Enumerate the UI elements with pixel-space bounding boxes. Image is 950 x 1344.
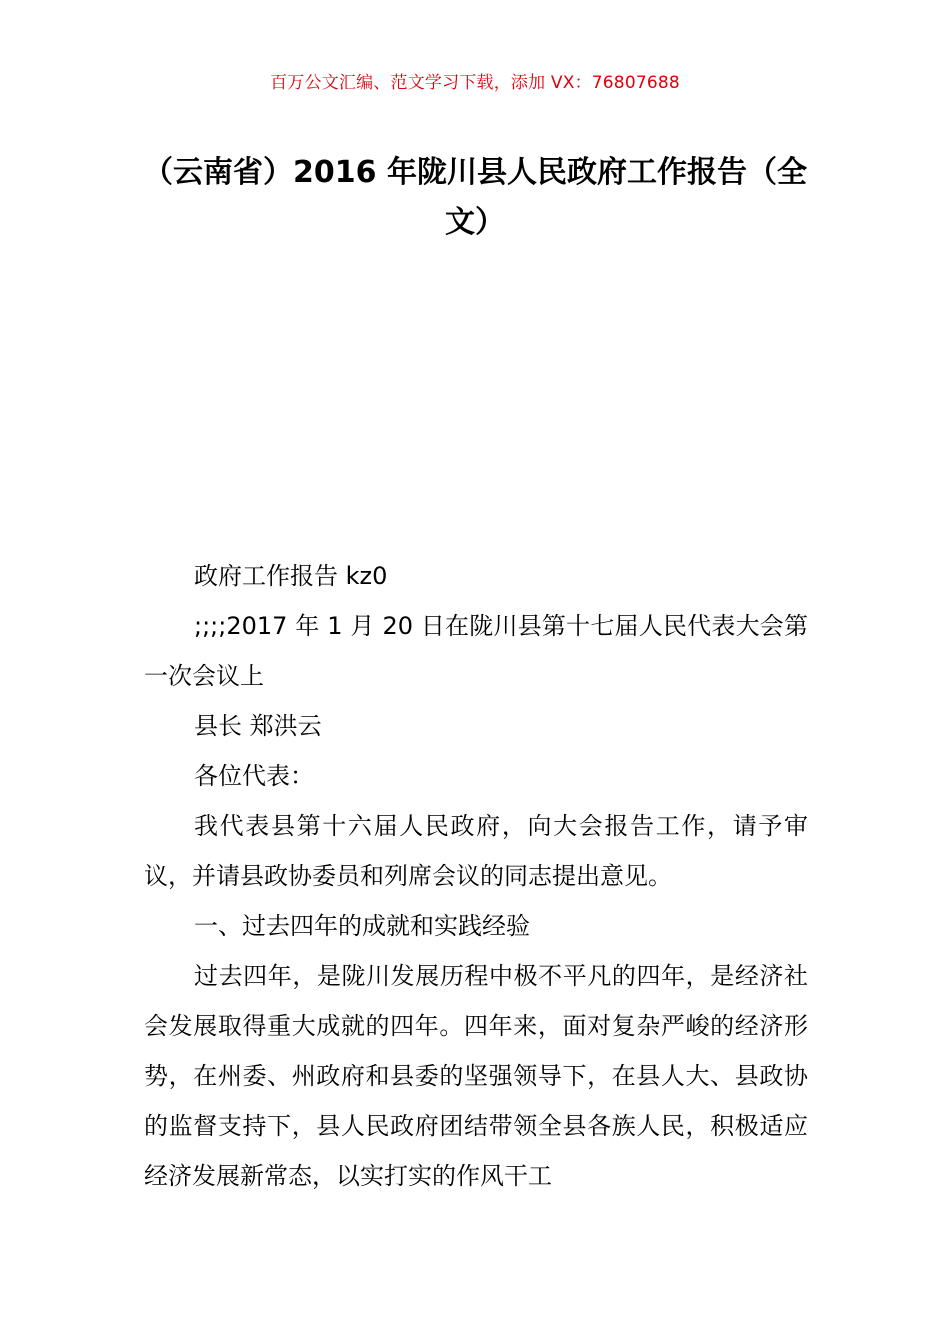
paragraph-report-label: 政府工作报告 kz0 <box>194 562 388 590</box>
document-title: （云南省）2016 年陇川县人民政府工作报告（全文） <box>143 155 807 240</box>
paragraph-speaker: 县长 郑洪云 <box>194 712 322 740</box>
paragraph-review: 过去四年，是陇川发展历程中极不平凡的四年，是经济社会发展取得重大成就的四年。四年来，面对复杂严峻的经济形势，在州委、州政府和县委的坚强领导下，在县人大、县政协的监督支持下，县人民政府团结带领全县各族人民，积极适应经济发展新常态，以实打实的作风干工 <box>144 962 808 1190</box>
document-body <box>144 551 808 1201</box>
header-note: 百万公文汇编、范文学习下载，添加 VX：76807688 <box>270 73 680 93</box>
paragraph-salutation: 各位代表： <box>194 762 314 790</box>
section-heading: 一、过去四年的成就和实践经验 <box>194 912 530 940</box>
paragraph-meeting-date: ;;;;2017 年 1 月 20 日在陇川县第十七届人民代表大会第一次会议上 <box>144 612 808 690</box>
paragraph-intro: 我代表县第十六届人民政府，向大会报告工作，请予审议，并请县政协委员和列席会议的同志提出意见。 <box>144 812 808 890</box>
